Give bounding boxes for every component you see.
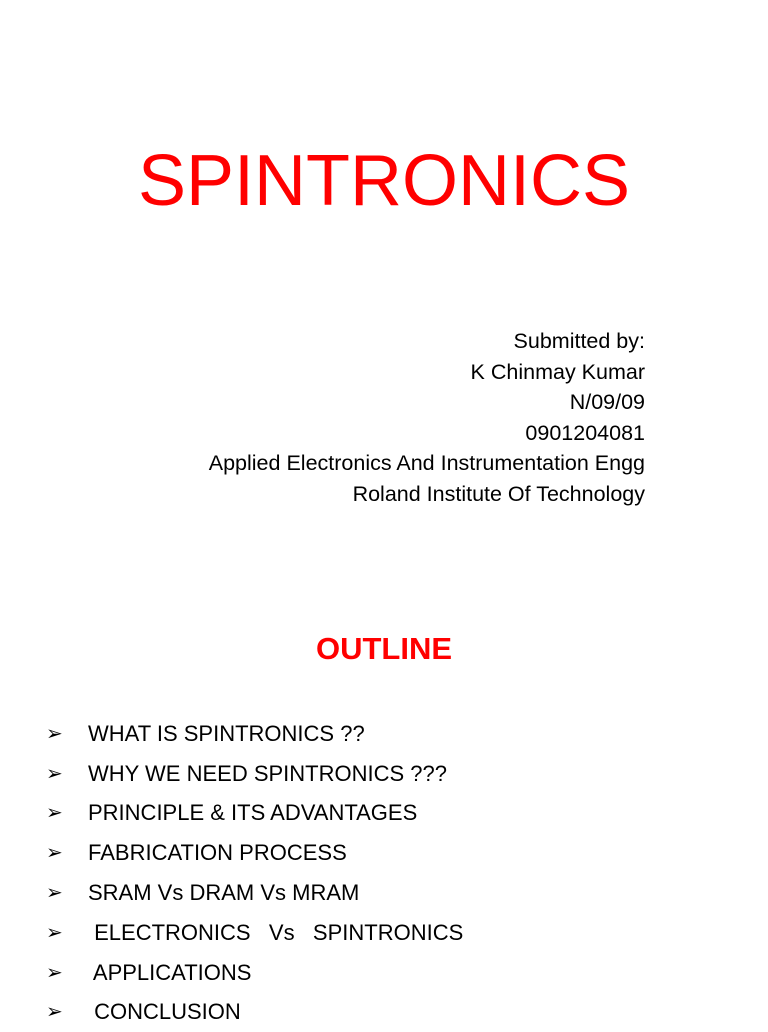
list-item-label: ELECTRONICS Vs SPINTRONICS	[88, 919, 464, 945]
list-item	[46, 913, 463, 953]
arrow-bullet-icon: ➢	[46, 921, 63, 944]
outline-list	[46, 714, 463, 1032]
arrow-bullet-icon: ➢	[46, 722, 63, 745]
list-item-label: FABRICATION PROCESS	[88, 840, 347, 866]
submitted-by-block	[209, 326, 645, 510]
list-item-label: WHY WE NEED SPINTRONICS ???	[88, 760, 447, 786]
list-item-label: APPLICATIONS	[88, 959, 252, 985]
list-item	[46, 873, 463, 913]
list-item	[46, 993, 463, 1032]
author-department: Applied Electronics And Instrumentation Engg	[208, 451, 645, 476]
outline-heading: OUTLINE	[315, 631, 453, 666]
author-roll-number: 0901204081	[525, 420, 645, 445]
arrow-bullet-icon: ➢	[46, 961, 63, 984]
arrow-bullet-icon: ➢	[46, 842, 63, 865]
outline-slide	[0, 576, 768, 1024]
slide-title: SPINTRONICS	[137, 141, 631, 221]
list-item-label: PRINCIPLE & ITS ADVANTAGES	[88, 800, 418, 826]
submitted-by-label: Submitted by:	[513, 329, 645, 353]
list-item-label: WHAT IS SPINTRONICS ??	[88, 720, 365, 746]
list-item	[46, 953, 463, 993]
list-item	[46, 833, 463, 873]
arrow-bullet-icon: ➢	[46, 1001, 63, 1024]
list-item	[46, 714, 463, 754]
list-item	[46, 754, 463, 794]
author-name: K Chinmay Kumar	[470, 359, 645, 384]
author-institute: Roland Institute Of Technology	[352, 481, 645, 506]
arrow-bullet-icon: ➢	[46, 882, 63, 905]
arrow-bullet-icon: ➢	[46, 762, 63, 785]
list-item-label: SRAM Vs DRAM Vs MRAM	[88, 880, 360, 906]
list-item	[46, 794, 463, 834]
list-item-label: CONCLUSION	[88, 999, 241, 1025]
arrow-bullet-icon: ➢	[46, 802, 63, 825]
author-section: N/09/09	[569, 390, 645, 415]
